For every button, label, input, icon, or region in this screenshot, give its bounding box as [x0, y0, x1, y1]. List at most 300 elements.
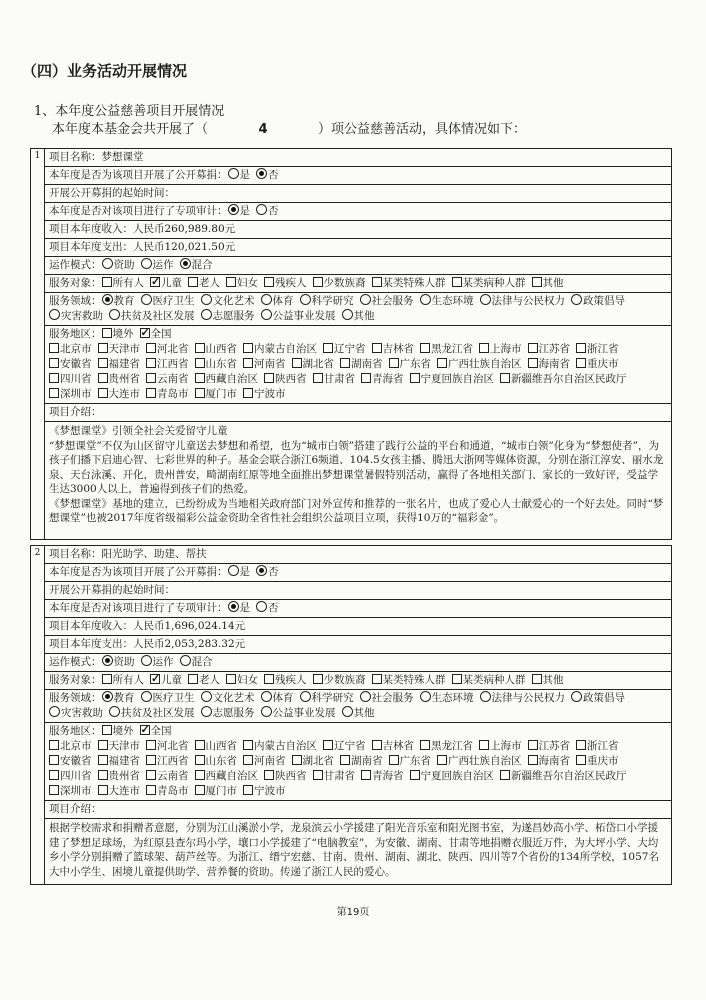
region-5-checkbox[interactable] [323, 343, 333, 353]
region-24-checkbox[interactable] [146, 373, 156, 383]
region-27-checkbox[interactable] [313, 373, 323, 383]
region-22-option[interactable] [49, 769, 92, 784]
region-19-option[interactable] [437, 754, 522, 769]
region-25-option[interactable] [195, 372, 259, 387]
beneficiary-2-option[interactable] [188, 276, 220, 291]
field-a2-option[interactable] [201, 294, 255, 309]
audit-no-option[interactable] [256, 204, 279, 219]
region-28-option[interactable] [361, 769, 404, 784]
mode-2-option[interactable] [180, 655, 213, 670]
region-27-checkbox[interactable] [313, 770, 323, 780]
beneficiary-7-option[interactable] [452, 673, 526, 688]
region-24-option[interactable] [146, 769, 189, 784]
region-top-0-checkbox[interactable] [102, 725, 112, 735]
region-6-checkbox[interactable] [372, 343, 382, 353]
row-label: 项目名称： [49, 151, 102, 163]
region-top-0-checkbox[interactable] [102, 328, 112, 338]
region-top-1-option[interactable] [140, 327, 172, 342]
region-9-checkbox[interactable] [528, 740, 538, 750]
field-b3-option[interactable] [201, 706, 255, 721]
region-1-checkbox[interactable] [98, 343, 108, 353]
field-a0-radio[interactable] [102, 294, 113, 305]
region-14-label: 山东省 [205, 358, 237, 370]
mode-0-option[interactable] [102, 655, 135, 670]
fundraising-yes-radio[interactable] [228, 565, 239, 576]
region-5-option[interactable] [323, 739, 366, 754]
region-32-checkbox[interactable] [98, 785, 108, 795]
fundraising-no-radio[interactable] [256, 565, 267, 576]
region-2-checkbox[interactable] [146, 343, 156, 353]
region-25-checkbox[interactable] [195, 373, 205, 383]
field-b5-option[interactable] [342, 706, 375, 721]
region-31-checkbox[interactable] [49, 388, 59, 398]
mode-1-option[interactable] [141, 258, 174, 273]
field-a5-radio[interactable] [360, 691, 371, 702]
beneficiary-6-option[interactable] [372, 276, 446, 291]
beneficiary-4-option[interactable] [264, 276, 307, 291]
region-33-checkbox[interactable] [146, 388, 156, 398]
region-23-label: 贵州省 [108, 373, 140, 385]
region-17-option[interactable] [340, 754, 383, 769]
project-description: 《梦想课堂》引领全社会关爱留守儿童 “梦想课堂”不仅为山区留守儿童送去梦想和希望，也为“城市白领”搭建了践行公益的平台和通道，“城市白领”化身为“梦想使者”，为孩子们播下启迪心智、七彩世界的种子。基金会联合浙江6频道、104.5女孩主播、腾迅大浙网等媒体资源，分别在浙江淳安、丽水龙泉、天台泳溪、开化，贵州普安，畸湖南红原等地全面推出梦想课堂暑假特别活动，赢得了各地相关部门、家长的一致好评，受益学生达3000人以上，普遍得到孩子们的热爱。 《梦想课堂》基地的建立，已纷纷成为当地相关政府部门对外宣传和推荐的一张名片，也成了爱心人士献爱心的一个好去处。同时“梦想课堂”也被2017年度省级福彩公益金资助全省性社会组织公益项目立项，获得10万的“福彩金”。 [49, 425, 664, 524]
region-4-option[interactable] [243, 342, 317, 357]
region-20-label: 海南省 [538, 755, 570, 767]
region-17-option[interactable] [340, 357, 383, 372]
beneficiary-7-checkbox[interactable] [452, 277, 462, 287]
field-a1-option[interactable] [141, 294, 195, 309]
region-20-option[interactable] [528, 754, 571, 769]
region-2-option[interactable] [146, 739, 189, 754]
region-26-option[interactable] [264, 372, 307, 387]
region-11-option[interactable] [49, 754, 92, 769]
region-15-checkbox[interactable] [243, 755, 253, 765]
region-18-option[interactable] [389, 357, 432, 372]
region-15-option[interactable] [243, 357, 286, 372]
row-label: 项目名称： [49, 548, 102, 560]
beneficiary-0-checkbox[interactable] [102, 674, 112, 684]
region-7-checkbox[interactable] [420, 740, 430, 750]
region-25-option[interactable] [195, 769, 259, 784]
region-16-checkbox[interactable] [292, 358, 302, 368]
audit-yes-option[interactable] [228, 601, 251, 616]
mode-0-radio[interactable] [102, 655, 113, 666]
field-a4-radio[interactable] [300, 691, 311, 702]
region-3-option[interactable] [195, 342, 238, 357]
region-14-option[interactable] [195, 357, 238, 372]
field-a0-option[interactable] [102, 294, 135, 309]
region-7-option[interactable] [420, 342, 473, 357]
field-a6-option[interactable] [420, 294, 474, 309]
region-15-option[interactable] [243, 754, 286, 769]
field-a5-option[interactable] [360, 691, 414, 706]
region-28-option[interactable] [361, 372, 404, 387]
region-22-checkbox[interactable] [49, 373, 59, 383]
region-8-checkbox[interactable] [479, 740, 489, 750]
region-12-checkbox[interactable] [98, 358, 108, 368]
field-b0-radio[interactable] [571, 294, 582, 305]
beneficiary-3-option[interactable] [226, 276, 258, 291]
region-24-option[interactable] [146, 372, 189, 387]
fundraising-no-label: 否 [268, 169, 279, 181]
region-32-checkbox[interactable] [98, 388, 108, 398]
region-34-option[interactable] [195, 784, 238, 799]
region-1-option[interactable] [98, 342, 141, 357]
region-29-option[interactable] [410, 372, 495, 387]
region-top-0-option[interactable] [102, 724, 134, 739]
region-6-label: 吉林省 [382, 740, 414, 752]
region-34-checkbox[interactable] [195, 785, 205, 795]
region-7-checkbox[interactable] [420, 343, 430, 353]
region-27-option[interactable] [313, 769, 356, 784]
region-12-option[interactable] [98, 754, 141, 769]
beneficiary-5-checkbox[interactable] [313, 674, 323, 684]
field-b3-radio[interactable] [201, 309, 212, 320]
region-22-checkbox[interactable] [49, 770, 59, 780]
region-35-option[interactable] [243, 784, 286, 799]
beneficiary-7-checkbox[interactable] [452, 674, 462, 684]
region-0-checkbox[interactable] [49, 740, 59, 750]
region-21-option[interactable] [576, 357, 619, 372]
beneficiary-4-option[interactable] [264, 673, 307, 688]
region-28-checkbox[interactable] [361, 770, 371, 780]
field-b1-option[interactable] [49, 706, 103, 721]
beneficiary-1-checkbox[interactable] [150, 277, 160, 287]
region-29-option[interactable] [410, 769, 495, 784]
region-22-option[interactable] [49, 372, 92, 387]
field-a0-radio[interactable] [102, 691, 113, 702]
region-13-option[interactable] [146, 754, 189, 769]
beneficiary-3-checkbox[interactable] [226, 674, 236, 684]
field-a0-option[interactable] [102, 691, 135, 706]
fundraising-no-option[interactable] [256, 565, 279, 580]
field-b0-option[interactable] [571, 294, 625, 309]
region-32-option[interactable] [98, 387, 141, 402]
region-6-checkbox[interactable] [372, 740, 382, 750]
region-9-checkbox[interactable] [528, 343, 538, 353]
beneficiary-2-checkbox[interactable] [188, 674, 198, 684]
region-13-option[interactable] [146, 357, 189, 372]
region-0-option[interactable] [49, 739, 92, 754]
region-7-option[interactable] [420, 739, 473, 754]
region-34-label: 厦门市 [205, 785, 237, 797]
region-15-checkbox[interactable] [243, 358, 253, 368]
beneficiary-2-option[interactable] [188, 673, 220, 688]
region-1-option[interactable] [98, 739, 141, 754]
region-11-option[interactable] [49, 357, 92, 372]
region-17-checkbox[interactable] [340, 755, 350, 765]
region-28-checkbox[interactable] [361, 373, 371, 383]
region-4-option[interactable] [243, 739, 317, 754]
region-18-label: 广东省 [399, 358, 431, 370]
region-33-option[interactable] [146, 387, 189, 402]
region-21-checkbox[interactable] [576, 358, 586, 368]
region-30-checkbox[interactable] [500, 770, 510, 780]
field-b3-radio[interactable] [201, 706, 212, 717]
field-b2-radio[interactable] [109, 706, 120, 717]
mode-2-radio[interactable] [180, 258, 191, 269]
field-b1-option[interactable] [49, 309, 103, 324]
region-14-option[interactable] [195, 754, 238, 769]
fundraising-yes-option[interactable] [228, 168, 251, 183]
beneficiary-5-option[interactable] [313, 673, 366, 688]
row-label: 项目介绍： [49, 406, 102, 418]
region-17-checkbox[interactable] [340, 358, 350, 368]
region-29-checkbox[interactable] [410, 770, 420, 780]
beneficiary-4-label: 残疾人 [275, 277, 307, 289]
beneficiary-8-option[interactable] [532, 276, 564, 291]
region-top-0-option[interactable] [102, 327, 134, 342]
region-top-1-checkbox[interactable] [140, 725, 150, 735]
region-16-option[interactable] [292, 754, 335, 769]
field-b4-option[interactable] [261, 309, 336, 324]
region-2-checkbox[interactable] [146, 740, 156, 750]
region-23-checkbox[interactable] [98, 770, 108, 780]
region-14-checkbox[interactable] [195, 358, 205, 368]
region-30-option[interactable] [500, 372, 627, 387]
mode-1-radio[interactable] [141, 258, 152, 269]
region-19-option[interactable] [437, 357, 522, 372]
region-3-option[interactable] [195, 739, 238, 754]
region-34-option[interactable] [195, 387, 238, 402]
fundraising-no-option[interactable] [256, 168, 279, 183]
fundraising-no-radio[interactable] [256, 168, 267, 179]
field-a1-radio[interactable] [141, 691, 152, 702]
region-3-label: 山西省 [205, 740, 237, 752]
subsection-title: 1、本年度公益慈善项目开展情况 [34, 104, 225, 119]
region-11-checkbox[interactable] [49, 755, 59, 765]
region-5-label: 辽宁省 [334, 740, 366, 752]
audit-no-option[interactable] [256, 601, 279, 616]
field-a3-radio[interactable] [261, 691, 272, 702]
region-29-label: 宁夏回族自治区 [420, 770, 494, 782]
region-10-option[interactable] [576, 739, 619, 754]
field-a7-option[interactable] [480, 691, 566, 706]
region-top-1-checkbox[interactable] [140, 328, 150, 338]
region-11-checkbox[interactable] [49, 358, 59, 368]
region-3-checkbox[interactable] [195, 343, 205, 353]
beneficiary-8-checkbox[interactable] [532, 277, 542, 287]
field-b5-option[interactable] [342, 309, 375, 324]
beneficiary-0-checkbox[interactable] [102, 277, 112, 287]
region-21-label: 重庆市 [587, 358, 619, 370]
beneficiary-5-checkbox[interactable] [313, 277, 323, 287]
beneficiary-4-checkbox[interactable] [264, 277, 274, 287]
region-12-checkbox[interactable] [98, 755, 108, 765]
field-b5-radio[interactable] [342, 706, 353, 717]
region-24-checkbox[interactable] [146, 770, 156, 780]
region-26-checkbox[interactable] [264, 373, 274, 383]
row-label: 本年度是否对该项目进行了专项审计： [49, 602, 228, 614]
region-2-option[interactable] [146, 342, 189, 357]
region-31-option[interactable] [49, 784, 92, 799]
field-a1-radio[interactable] [141, 294, 152, 305]
region-16-option[interactable] [292, 357, 335, 372]
region-35-checkbox[interactable] [243, 388, 253, 398]
beneficiary-0-option[interactable] [102, 276, 145, 291]
beneficiary-3-option[interactable] [226, 673, 258, 688]
field-a2-radio[interactable] [201, 294, 212, 305]
field-a7-option[interactable] [480, 294, 566, 309]
region-18-option[interactable] [389, 754, 432, 769]
audit-yes-option[interactable] [228, 204, 251, 219]
region-35-checkbox[interactable] [243, 785, 253, 795]
field-b1-radio[interactable] [49, 706, 60, 717]
field-a3-option[interactable] [261, 294, 294, 309]
field-a7-radio[interactable] [480, 691, 491, 702]
field-a4-option[interactable] [300, 691, 354, 706]
field-b2-radio[interactable] [109, 309, 120, 320]
region-25-checkbox[interactable] [195, 770, 205, 780]
beneficiary-1-option[interactable] [150, 276, 182, 291]
region-10-checkbox[interactable] [576, 343, 586, 353]
fundraising-yes-radio[interactable] [228, 168, 239, 179]
beneficiary-2-checkbox[interactable] [188, 277, 198, 287]
field-a1-option[interactable] [141, 691, 195, 706]
beneficiary-6-checkbox[interactable] [372, 674, 382, 684]
region-13-checkbox[interactable] [146, 358, 156, 368]
region-33-option[interactable] [146, 784, 189, 799]
region-11-label: 安徽省 [60, 358, 92, 370]
beneficiary-7-option[interactable] [452, 276, 526, 291]
region-21-option[interactable] [576, 754, 619, 769]
region-30-option[interactable] [500, 769, 627, 784]
region-10-option[interactable] [576, 342, 619, 357]
region-10-checkbox[interactable] [576, 740, 586, 750]
region-26-checkbox[interactable] [264, 770, 274, 780]
region-32-option[interactable] [98, 784, 141, 799]
field-a6-radio[interactable] [420, 691, 431, 702]
region-23-option[interactable] [98, 769, 141, 784]
region-5-checkbox[interactable] [323, 740, 333, 750]
beneficiary-8-option[interactable] [532, 673, 564, 688]
field-a5-option[interactable] [360, 294, 414, 309]
field-a7-radio[interactable] [480, 294, 491, 305]
beneficiary-5-option[interactable] [313, 276, 366, 291]
region-9-option[interactable] [528, 342, 571, 357]
mode-2-radio[interactable] [180, 655, 191, 666]
field-b4-option[interactable] [261, 706, 336, 721]
region-31-checkbox[interactable] [49, 785, 59, 795]
beneficiary-6-checkbox[interactable] [372, 277, 382, 287]
region-18-checkbox[interactable] [389, 755, 399, 765]
field-b2-option[interactable] [109, 309, 195, 324]
region-18-checkbox[interactable] [389, 358, 399, 368]
audit-no-radio[interactable] [256, 204, 267, 215]
field-b1-radio[interactable] [49, 309, 60, 320]
region-19-checkbox[interactable] [437, 755, 447, 765]
beneficiary-6-option[interactable] [372, 673, 446, 688]
region-8-option[interactable] [479, 342, 522, 357]
region-4-checkbox[interactable] [243, 343, 253, 353]
field-a4-radio[interactable] [300, 294, 311, 305]
region-12-option[interactable] [98, 357, 141, 372]
field-a4-label: 科学研究 [311, 692, 354, 704]
beneficiary-0-option[interactable] [102, 673, 145, 688]
audit-no-radio[interactable] [256, 601, 267, 612]
mode-1-option[interactable] [141, 655, 174, 670]
field-b3-option[interactable] [201, 309, 255, 324]
region-8-option[interactable] [479, 739, 522, 754]
region-21-checkbox[interactable] [576, 755, 586, 765]
beneficiaries-row [45, 672, 671, 690]
field-a2-option[interactable] [201, 691, 255, 706]
region-20-checkbox[interactable] [528, 358, 538, 368]
beneficiary-4-checkbox[interactable] [264, 674, 274, 684]
fundraising-yes-option[interactable] [228, 565, 251, 580]
region-5-option[interactable] [323, 342, 366, 357]
field-a5-radio[interactable] [360, 294, 371, 305]
region-top-1-option[interactable] [140, 724, 172, 739]
row-label: 本年度是否为该项目开展了公开募捐： [49, 169, 228, 181]
section-title: （四）业务活动开展情况 [22, 62, 188, 80]
region-0-option[interactable] [49, 342, 92, 357]
mode-0-option[interactable] [102, 258, 135, 273]
region-3-checkbox[interactable] [195, 740, 205, 750]
region-20-option[interactable] [528, 357, 571, 372]
region-1-checkbox[interactable] [98, 740, 108, 750]
field-b4-radio[interactable] [261, 706, 272, 717]
field-b2-option[interactable] [109, 706, 195, 721]
field-a6-option[interactable] [420, 691, 474, 706]
region-26-option[interactable] [264, 769, 307, 784]
mode-2-option[interactable] [180, 258, 213, 273]
field-a4-option[interactable] [300, 294, 354, 309]
intro-line [52, 118, 526, 137]
region-33-checkbox[interactable] [146, 785, 156, 795]
field-a3-radio[interactable] [261, 294, 272, 305]
region-0-checkbox[interactable] [49, 343, 59, 353]
field-b5-radio[interactable] [342, 309, 353, 320]
field-a6-radio[interactable] [420, 294, 431, 305]
region-34-checkbox[interactable] [195, 388, 205, 398]
region-27-option[interactable] [313, 372, 356, 387]
region-13-checkbox[interactable] [146, 755, 156, 765]
region-16-checkbox[interactable] [292, 755, 302, 765]
region-9-option[interactable] [528, 739, 571, 754]
beneficiary-8-checkbox[interactable] [532, 674, 542, 684]
region-14-checkbox[interactable] [195, 755, 205, 765]
field-a2-radio[interactable] [201, 691, 212, 702]
region-30-checkbox[interactable] [500, 373, 510, 383]
region-19-checkbox[interactable] [437, 358, 447, 368]
field-b4-radio[interactable] [261, 309, 272, 320]
region-29-checkbox[interactable] [410, 373, 420, 383]
region-20-checkbox[interactable] [528, 755, 538, 765]
mode-1-radio[interactable] [141, 655, 152, 666]
region-6-option[interactable] [372, 739, 415, 754]
region-23-checkbox[interactable] [98, 373, 108, 383]
beneficiary-1-label: 儿童 [161, 674, 182, 686]
beneficiary-3-checkbox[interactable] [226, 277, 236, 287]
field-a3-option[interactable] [261, 691, 294, 706]
audit-yes-radio[interactable] [228, 601, 239, 612]
income-value: 人民币1,696,024.14元 [133, 620, 246, 632]
region-23-option[interactable] [98, 372, 141, 387]
region-4-checkbox[interactable] [243, 740, 253, 750]
audit-yes-radio[interactable] [228, 204, 239, 215]
field-b0-radio[interactable] [571, 691, 582, 702]
region-35-option[interactable] [243, 387, 286, 402]
field-b0-option[interactable] [571, 691, 625, 706]
region-31-option[interactable] [49, 387, 92, 402]
mode-0-radio[interactable] [102, 258, 113, 269]
region-8-checkbox[interactable] [479, 343, 489, 353]
region-6-option[interactable] [372, 342, 415, 357]
field-a5-label: 社会服务 [371, 692, 414, 704]
field-a2-label: 文化艺术 [212, 692, 255, 704]
beneficiary-1-option[interactable] [150, 673, 182, 688]
beneficiary-1-checkbox[interactable] [150, 674, 160, 684]
